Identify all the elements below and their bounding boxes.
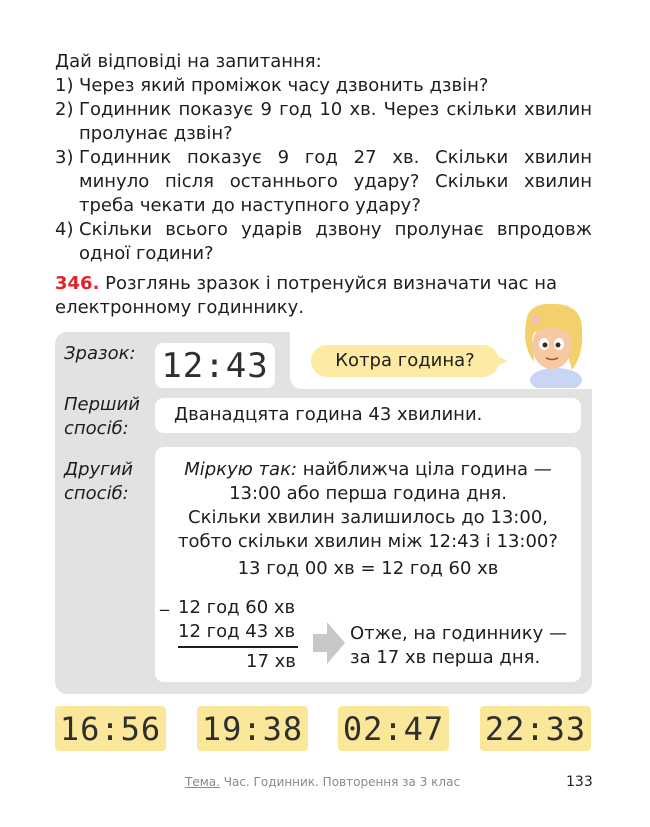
calc-result: 17 хв xyxy=(246,651,296,672)
calc-minus-sign: _ xyxy=(160,591,169,612)
reasoning-line-2: 13:00 або перша година дня. xyxy=(229,483,507,504)
method1-label xyxy=(64,393,140,441)
exercise-clock xyxy=(55,706,166,751)
reasoning-lead: Міркую так: xyxy=(184,459,298,480)
question-item xyxy=(55,146,592,218)
calc-subtrahend: 12 год 43 хв xyxy=(178,621,296,642)
questions-intro: Дай відповіді на запитання: xyxy=(55,51,322,72)
girl-pupil-left xyxy=(543,343,548,348)
question-number: 3) xyxy=(55,147,74,168)
reasoning-line-1-rest: найближча ціла година — xyxy=(297,459,552,480)
exercise-clock-time: 22:33 xyxy=(484,709,587,748)
exercise-clock-time: 16:56 xyxy=(59,709,162,748)
question-number: 4) xyxy=(55,219,74,240)
reasoning-equation: 13 год 00 хв = 12 год 60 хв xyxy=(237,558,499,579)
sample-digital-clock xyxy=(155,343,275,388)
method1-text: Дванадцята година 43 хвилини. xyxy=(174,404,483,425)
method2-label-line2: спосіб: xyxy=(64,483,129,504)
question-item xyxy=(55,98,592,146)
exercise-clock-time: 02:47 xyxy=(342,709,445,748)
girl-dress xyxy=(530,368,582,388)
reasoning-line-4: тобто скільки хвилин між 12:43 і 13:00? xyxy=(178,531,558,552)
question-number: 2) xyxy=(55,99,74,120)
conclusion-line-1: Отже, на годиннику — xyxy=(350,623,568,644)
reasoning-line-1 xyxy=(155,458,581,482)
method2-label-line1: Другий xyxy=(64,459,133,480)
exercise-clock-time: 19:38 xyxy=(201,709,304,748)
method1-label-line1: Перший xyxy=(64,394,140,415)
reasoning-line-3: Скільки хвилин залишилось до 13:00, xyxy=(188,507,548,528)
question-number: 1) xyxy=(55,75,74,96)
speech-bubble-tail xyxy=(488,352,508,370)
exercise-clock xyxy=(480,706,591,751)
method1-label-line2: спосіб: xyxy=(64,418,129,439)
girl-hair-clip xyxy=(532,316,540,324)
page-footer xyxy=(185,775,460,789)
task-text: Розглянь зразок і потренуйся визначати час на електронному годиннику. xyxy=(55,273,558,318)
arrow-right-icon xyxy=(313,622,345,664)
exercise-clock xyxy=(338,706,449,751)
sample-label: Зразок: xyxy=(64,343,136,364)
calc-minuend: 12 год 60 хв xyxy=(178,597,296,618)
girl-illustration xyxy=(512,300,594,388)
question-item xyxy=(55,74,592,98)
calc-underline xyxy=(178,646,298,648)
conclusion-line-2: за 17 хв перша дня. xyxy=(350,647,541,668)
footer-theme-label: Тема. xyxy=(185,775,220,789)
page-number: 133 xyxy=(566,774,593,790)
method2-label xyxy=(64,458,133,506)
exercise-clock xyxy=(197,706,308,751)
method1-card xyxy=(155,398,581,433)
speech-bubble: Котра година? xyxy=(311,345,499,377)
question-item xyxy=(55,218,592,266)
question-text: Через який проміжок часу дзвонить дзвін? xyxy=(79,75,489,96)
girl-pupil-right xyxy=(556,343,561,348)
sample-clock-time: 12:43 xyxy=(161,345,269,386)
question-text: Скільки всього ударів дзвону пролунає впродовж одної години? xyxy=(79,219,592,264)
task-number: 346. xyxy=(55,273,100,294)
question-text: Годинник показує 9 год 10 хв. Через скільки хвилин пролунає дзвін? xyxy=(79,99,592,144)
footer-theme-text: Час. Годинник. Повторення за 3 клас xyxy=(219,775,461,789)
question-text: Годинник показує 9 год 27 хв. Скільки хвилин минуло після останнього удару? Скільки хвилин треба чекати до наступного удару? xyxy=(79,147,592,216)
